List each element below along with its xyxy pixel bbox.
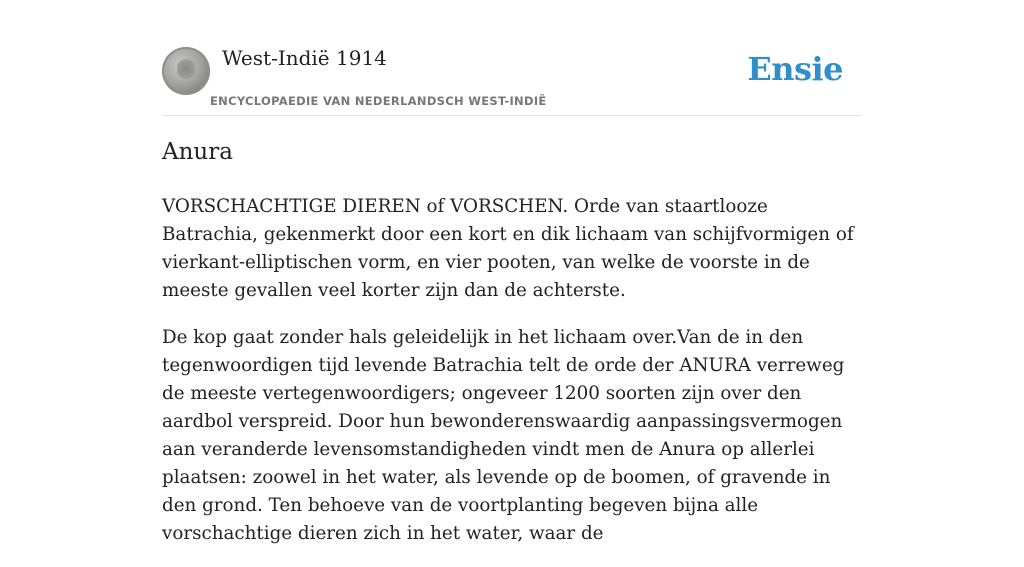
site-header	[162, 40, 862, 116]
article-body	[162, 193, 862, 567]
coin-logo-icon[interactable]	[162, 47, 210, 95]
article-title: Anura	[162, 139, 233, 165]
article-paragraph: VORSCHACHTIGE DIEREN of VORSCHEN. Orde van staartlooze Batrachia, gekenmerkt door een kort en dik lichaam van schijfvormigen of vierkant-elliptischen vorm, en vier pooten, van welke de voorste in de meeste gevallen veel korter zijn dan de achterste.	[162, 196, 854, 301]
article-paragraph: De kop gaat zonder hals geleidelijk in het lichaam over.Van de in den tegenwoordigen tijd levende Batrachia telt de orde der ANURA verreweg de meeste vertegenwoordigers; ongeveer 1200 soorten zijn over den aardbol verspreid. Door hun bewonderenswaardig aanpassingsvermogen aan veranderde levensomstandigheden vindt men de Anura op allerlei plaatsen: zoowel in het water, als levende op de boomen, of gravende in den grond. Ten behoeve van de voortplanting begeven bijna alle vorschachtige dieren zich in het water, waar de	[162, 327, 845, 544]
brand-logo-link[interactable]: Ensie	[747, 50, 843, 88]
site-subtitle: ENCYCLOPAEDIE VAN NEDERLANDSCH WEST-INDIË	[210, 94, 547, 108]
site-title[interactable]: West-Indië 1914	[222, 46, 387, 70]
